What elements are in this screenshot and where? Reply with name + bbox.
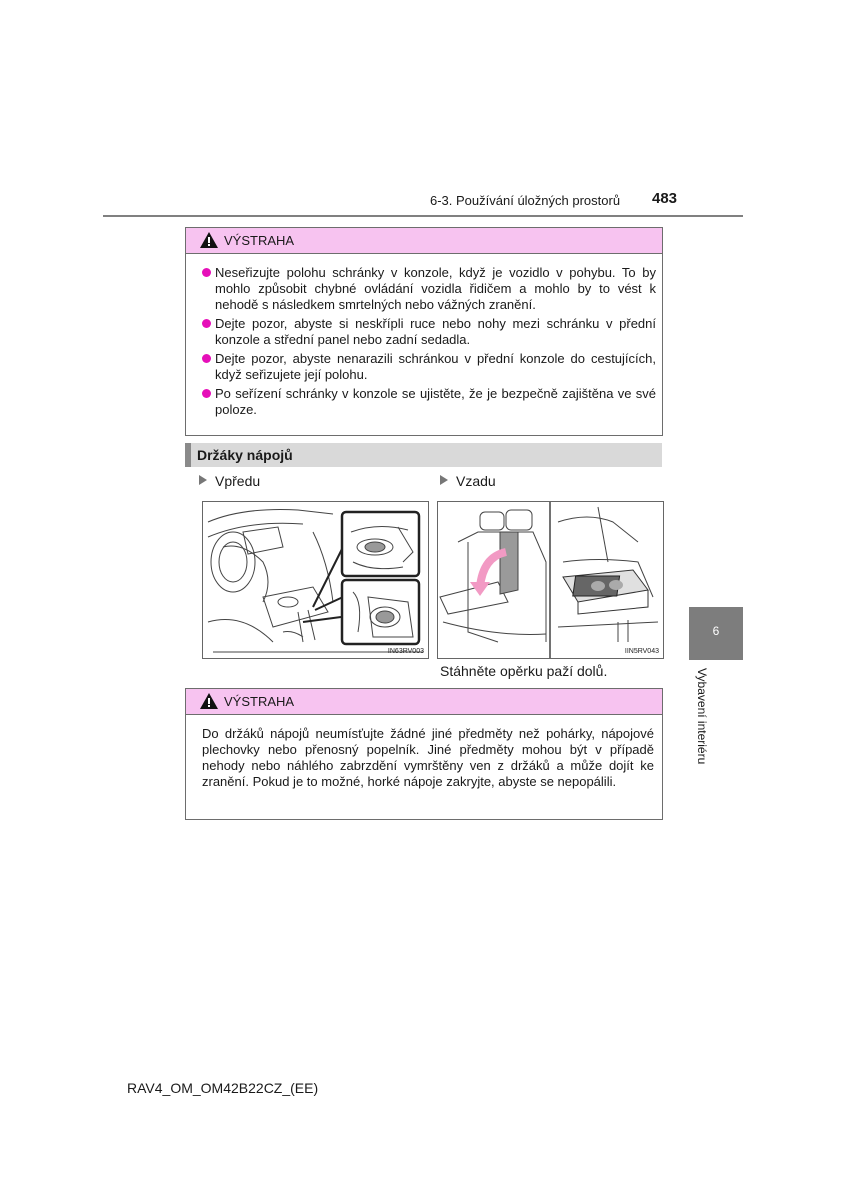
page-number: 483 [652,190,678,207]
rear-caption: Stáhněte opěrku paží dolů. [440,663,608,679]
warning-box-1 [185,227,663,436]
rear-armrest-illustration [437,501,664,659]
warning-item: Dejte pozor, abyste si neskřípli ruce nebo nohy mezi schránku v přední konzole a střední panel nebo zadní sedadla. [202,316,656,348]
section-accent [185,443,191,467]
bullet-icon [202,354,211,363]
warning-title: VÝSTRAHA [224,233,295,248]
warning-triangle-icon [200,232,218,248]
rear-armrest-drawing [438,502,663,658]
section-heading-bar [185,443,662,467]
front-label: Vpředu [199,473,260,489]
header-rule [103,215,743,217]
warning-text: Do držáků nápojů neumísťujte žádné jiné předměty než pohárky, nápojové plechovky nebo přenosný popelník. Jiné předměty mohou být v případě nehody nebo náhlého zabrzdění vymrštěny ven z držáků a může dojít ke zranění. Pokud je to možné, horké nápoje zakryjte, abyste se nepopálili. [202,726,654,789]
figure-code: IIN5RV043 [624,648,659,655]
footer-code: RAV4_OM_OM42B22CZ_(EE) [127,1080,319,1096]
bullet-icon [202,268,211,277]
warning-item: Dejte pozor, abyste nenarazili schránkou v přední konzole do cestujících, když seřizujete její polohu. [202,351,656,383]
warning-title: VÝSTRAHA [224,694,295,709]
triangle-bullet-icon [440,475,448,485]
bullet-icon [202,319,211,328]
warning-item: Po seřízení schránky v konzole se ujistěte, že je bezpečně zajištěna ve své poloze. [202,386,656,418]
section-title: Držáky nápojů [197,447,293,463]
warning-header [186,228,662,254]
chapter-number: 6 [712,624,720,638]
bullet-icon [202,389,211,398]
warning-triangle-icon [200,693,218,709]
figure-code: IN63RV003 [387,648,424,655]
front-console-drawing [203,502,428,658]
warning-items [202,265,656,421]
triangle-bullet-icon [199,475,207,485]
warning-box-2 [185,688,663,820]
warning-item: Neseřizujte polohu schránky v konzole, když je vozidlo v pohybu. To by mohlo způsobit chybné ovládání vozidla řidičem a mohlo by to vést k nehodě s následkem smrtelných nebo vážných zranění. [202,265,656,313]
rear-label: Vzadu [440,473,496,489]
chapter-tab [689,607,743,660]
section-header-title: 6-3. Používání úložných prostorů [430,193,621,208]
warning-header [186,689,662,715]
front-cup-holder-illustration [202,501,429,659]
chapter-label: Vybavení interiéru [695,668,709,765]
